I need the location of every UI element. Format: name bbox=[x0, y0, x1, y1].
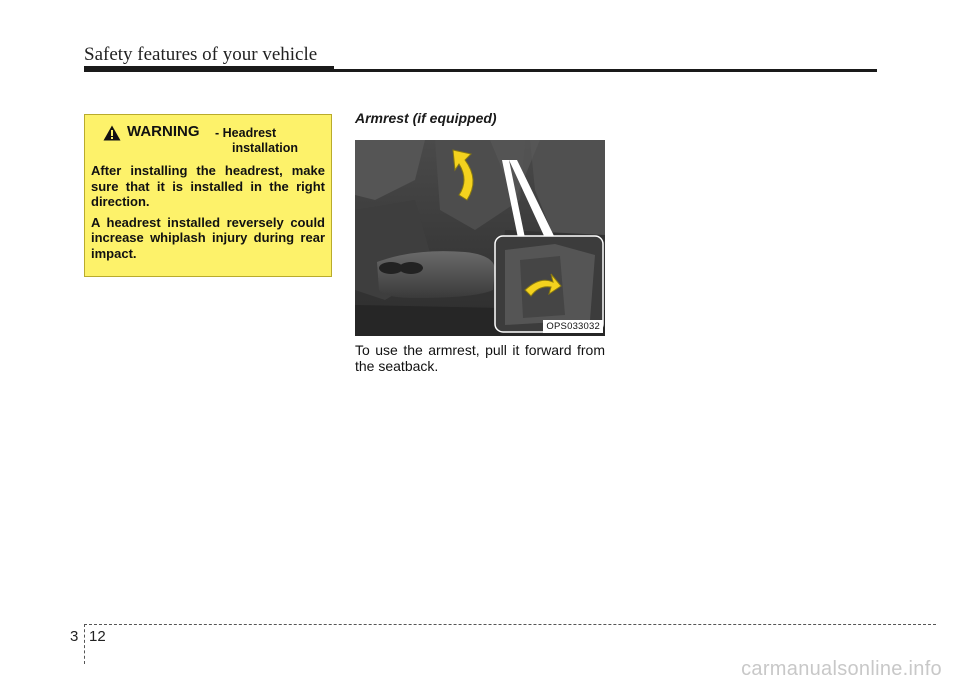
figure-code: OPS033032 bbox=[543, 320, 603, 333]
header-rule-thick bbox=[84, 66, 334, 72]
section-number: 3 bbox=[70, 628, 79, 645]
warning-label: WARNING bbox=[127, 123, 200, 140]
warning-topic bbox=[215, 126, 325, 156]
armrest-figure bbox=[355, 140, 605, 336]
watermark: carmanualsonline.info bbox=[741, 658, 942, 680]
warning-header bbox=[91, 123, 325, 163]
footer-rule bbox=[84, 624, 936, 625]
warning-topic-line2: installation bbox=[232, 141, 298, 155]
header-rule-thin bbox=[334, 69, 877, 72]
armrest-illustration bbox=[355, 140, 605, 336]
warning-topic-line1: - Headrest bbox=[215, 126, 277, 140]
section-body-text: To use the armrest, pull it forward from the seatback. bbox=[355, 342, 605, 374]
warning-triangle-icon bbox=[103, 125, 121, 141]
section-title: Armrest (if equipped) bbox=[355, 110, 497, 126]
warning-box bbox=[84, 114, 332, 277]
warning-paragraph: After installing the headrest, make sure that it is installed in the right direction. bbox=[91, 163, 325, 209]
page-number: 12 bbox=[89, 628, 106, 645]
footer-divider bbox=[84, 624, 85, 664]
page-header-title: Safety features of your vehicle bbox=[84, 44, 318, 65]
warning-paragraph: A headrest installed reversely could increase whiplash injury during rear impact. bbox=[91, 214, 325, 261]
